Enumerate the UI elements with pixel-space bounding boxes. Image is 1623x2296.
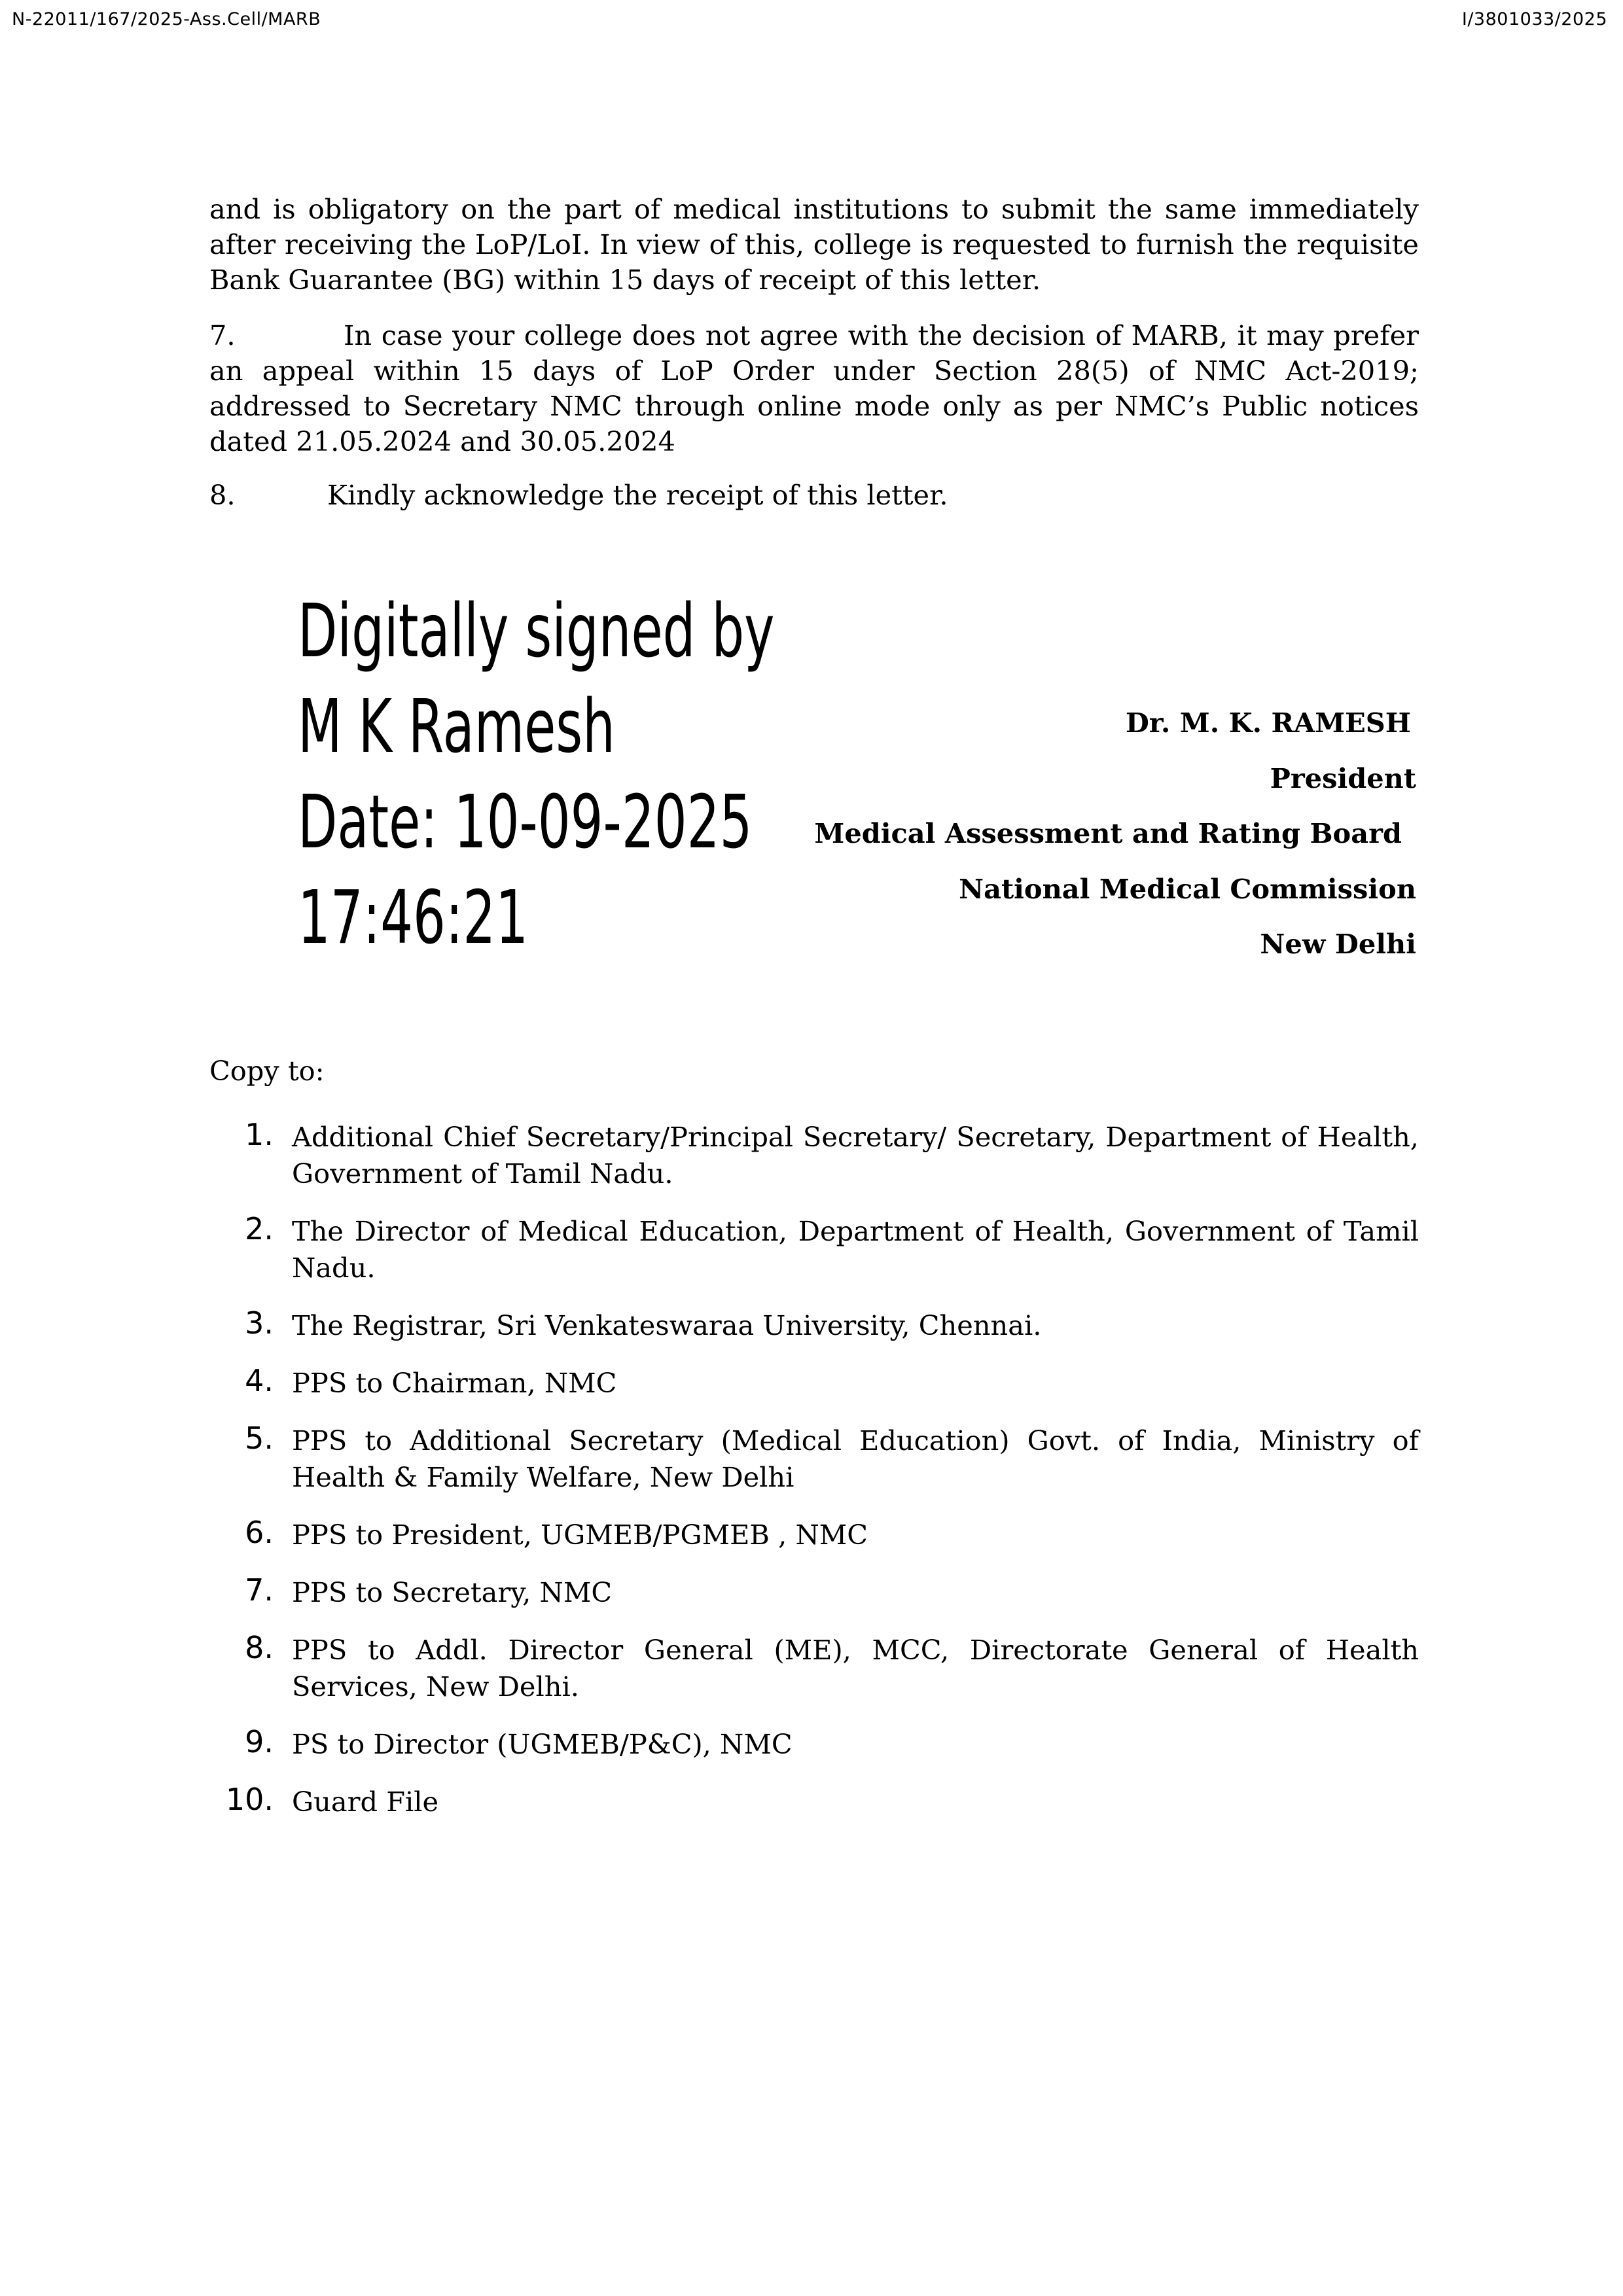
- copy-to-item-number: 8.: [245, 1630, 274, 1665]
- signatory-block: [814, 705, 1416, 982]
- copy-to-item-number: 4.: [245, 1363, 274, 1398]
- copy-to-item-number: 5.: [245, 1421, 274, 1456]
- reference-number: I/3801033/2025: [1461, 9, 1607, 29]
- digital-signature-line1: Digitally signed by: [298, 589, 775, 674]
- digital-signature-signer: M K Ramesh: [298, 684, 615, 769]
- file-number: N-22011/167/2025-Ass.Cell/MARB: [12, 9, 321, 29]
- paragraph-8: [209, 478, 1419, 513]
- copy-to-item-number: 1.: [245, 1117, 274, 1152]
- signatory-designation: President: [1270, 762, 1416, 794]
- copy-to-item-number: 10.: [225, 1782, 274, 1817]
- signatory-name: Dr. M. K. RAMESH: [1125, 707, 1411, 739]
- copy-to-item-number: 6.: [245, 1515, 274, 1550]
- copy-to-item: [209, 1307, 1419, 1344]
- copy-to-item-number: 3.: [245, 1305, 274, 1341]
- copy-to-heading: Copy to:: [209, 1055, 325, 1087]
- signatory-place: New Delhi: [1260, 928, 1416, 960]
- copy-to-item-text: PPS to Chairman, NMC: [292, 1367, 617, 1399]
- digital-signature-stamp: [298, 584, 775, 966]
- paragraph-7-text: In case your college does not agree with the decision of MARB, it may prefer an appeal within 15 days of LoP Order under Section 28(5) of NMC Act-2019; addressed to Secretary NMC through online mode only as per NMC’s Public notices dated 21.05.2024 and 30.05.2024: [209, 319, 1419, 457]
- copy-to-item: [209, 1119, 1419, 1192]
- copy-to-item-text: PPS to Secretary, NMC: [292, 1576, 613, 1608]
- copy-to-list: [209, 1119, 1419, 1841]
- signatory-board: Medical Assessment and Rating Board: [814, 817, 1402, 849]
- copy-to-item: [209, 1632, 1419, 1705]
- copy-to-item-text: The Registrar, Sri Venkateswaraa University, Chennai.: [292, 1309, 1042, 1341]
- paragraph-7-number: 7.: [209, 319, 236, 351]
- signatory-organization: National Medical Commission: [959, 872, 1416, 905]
- paragraph-7: [209, 318, 1419, 459]
- copy-to-item: [209, 1213, 1419, 1286]
- paragraph-8-text: Kindly acknowledge the receipt of this letter.: [327, 479, 948, 511]
- paragraph-8-number: 8.: [209, 479, 236, 511]
- copy-to-item-text: PPS to President, UGMEB/PGMEB , NMC: [292, 1519, 868, 1551]
- copy-to-item-number: 9.: [245, 1724, 274, 1759]
- copy-to-item-text: Additional Chief Secretary/Principal Secretary/ Secretary, Department of Health, Government of Tamil Nadu.: [292, 1121, 1419, 1190]
- copy-to-item-number: 7.: [245, 1572, 274, 1608]
- copy-to-item-text: PS to Director (UGMEB/P&C), NMC: [292, 1728, 793, 1760]
- copy-to-item-text: Guard File: [292, 1786, 439, 1818]
- paragraph-continued: and is obligatory on the part of medical institutions to submit the same immediately after receiving the LoP/LoI. In view of this, college is requested to furnish the requisite Bank Guarantee (BG) within 15 days of receipt of this letter.: [209, 193, 1419, 296]
- copy-to-item-text: PPS to Additional Secretary (Medical Education) Govt. of India, Ministry of Health & Family Welfare, New Delhi: [292, 1424, 1419, 1493]
- copy-to-item: [209, 1422, 1419, 1496]
- copy-to-item: [209, 1517, 1419, 1553]
- copy-to-item: [209, 1784, 1419, 1820]
- copy-to-item-text: PPS to Addl. Director General (ME), MCC, Directorate General of Health Services, New Delhi.: [292, 1634, 1419, 1703]
- copy-to-item-number: 2.: [245, 1211, 274, 1246]
- digital-signature-time: 17:46:21: [298, 875, 529, 961]
- copy-to-item: [209, 1574, 1419, 1611]
- copy-to-item: [209, 1726, 1419, 1763]
- copy-to-item: [209, 1365, 1419, 1402]
- copy-to-item-text: The Director of Medical Education, Department of Health, Government of Tamil Nadu.: [292, 1215, 1419, 1284]
- digital-signature-date: Date: 10-09-2025: [298, 780, 753, 865]
